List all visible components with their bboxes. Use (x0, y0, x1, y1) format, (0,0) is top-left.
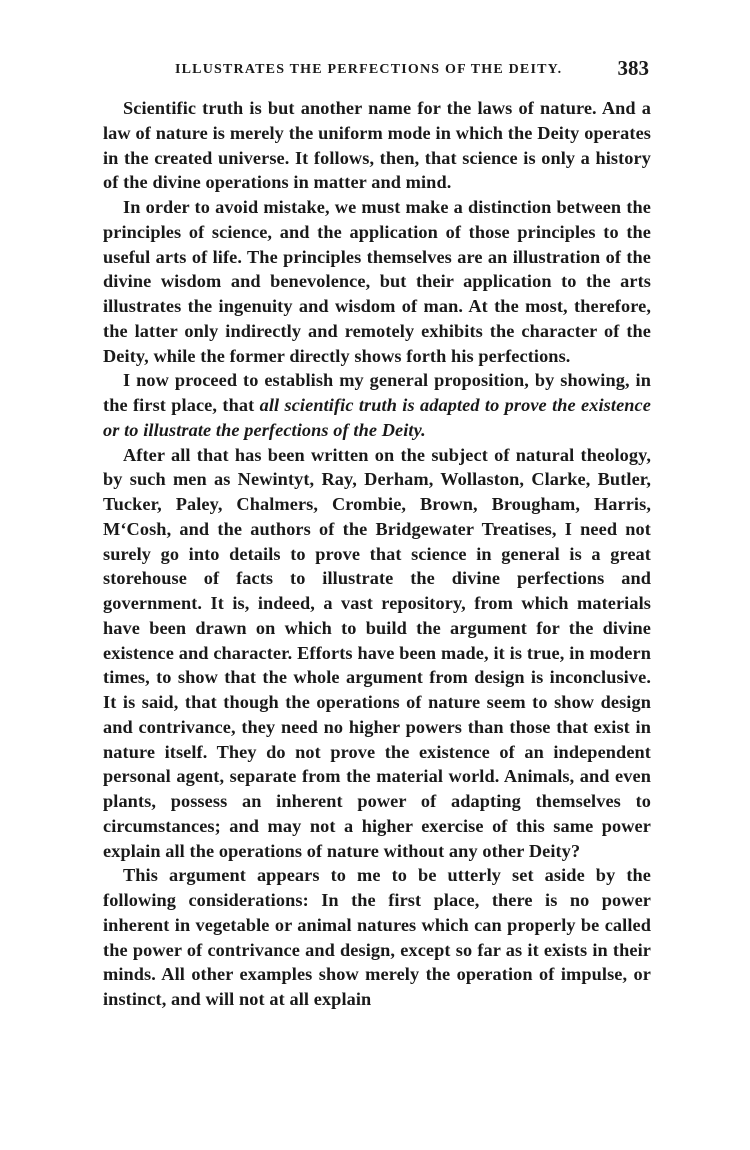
paragraph-text: I now proceed to establish my general proposition, by showing, in the first place, that (103, 370, 651, 415)
page-header (103, 56, 651, 90)
page-number: 383 (617, 56, 649, 80)
paragraph: This argument appears to me to be utterly set aside by the following considerations: In the first place, there is no power inherent in vegetable or animal natures which can properly be called the power of contrivance and design, except so far as it exists in their minds. All other examples show merely the operation of impulse, or instinct, and will not at all explain (103, 865, 651, 1009)
italic-proposition: all scientific truth is adapted to prove the existence or to illustrate the perfections of the Deity. (103, 395, 651, 440)
body-text (103, 96, 651, 1012)
paragraph: After all that has been written on the subject of natural theology, by such men as Newintyt, Ray, Derham, Wollaston, Clarke, Butler, Tucker, Paley, Chalmers, Crombie, Brown, Brougham, Harris, M‘Cosh, and the authors of the Bridgewater Treatises, I need not surely go into details to prove that science in general is a great storehouse of facts to illustrate the divine perfections and government. It is, indeed, a vast repository, from which materials have been drawn on which to build the argument for the divine existence and character. Efforts have been made, it is true, in modern times, to show that the whole argument from design is inconclusive. It is said, that though the operations of nature seem to show design and contrivance, they need no higher powers than those that exist in nature itself. They do not prove the existence of an independent personal agent, separate from the material world. Animals, and even plants, possess an inherent power of adapting themselves to circumstances; and may not a higher exercise of this same power explain all the operations of nature without any other Deity? (103, 444, 651, 861)
paragraph: In order to avoid mistake, we must make a distinction between the principles of science, and the application of those principles to the useful arts of life. The principles themselves are an illustration of the divine wisdom and benevolence, but their application to the arts illustrates the ingenuity and wisdom of man. At the most, therefore, the latter only indirectly and remotely exhibits the character of the Deity, while the former directly shows forth his perfections. (103, 197, 651, 366)
running-head: ILLUSTRATES THE PERFECTIONS OF THE DEITY. (175, 62, 563, 77)
paragraph: Scientific truth is but another name for the laws of nature. And a law of nature is merely the uniform mode in which the Deity operates in the created universe. It follows, then, that science is only a history of the divine operations in matter and mind. (103, 98, 651, 193)
paragraph (103, 368, 651, 442)
book-page (103, 56, 651, 1012)
